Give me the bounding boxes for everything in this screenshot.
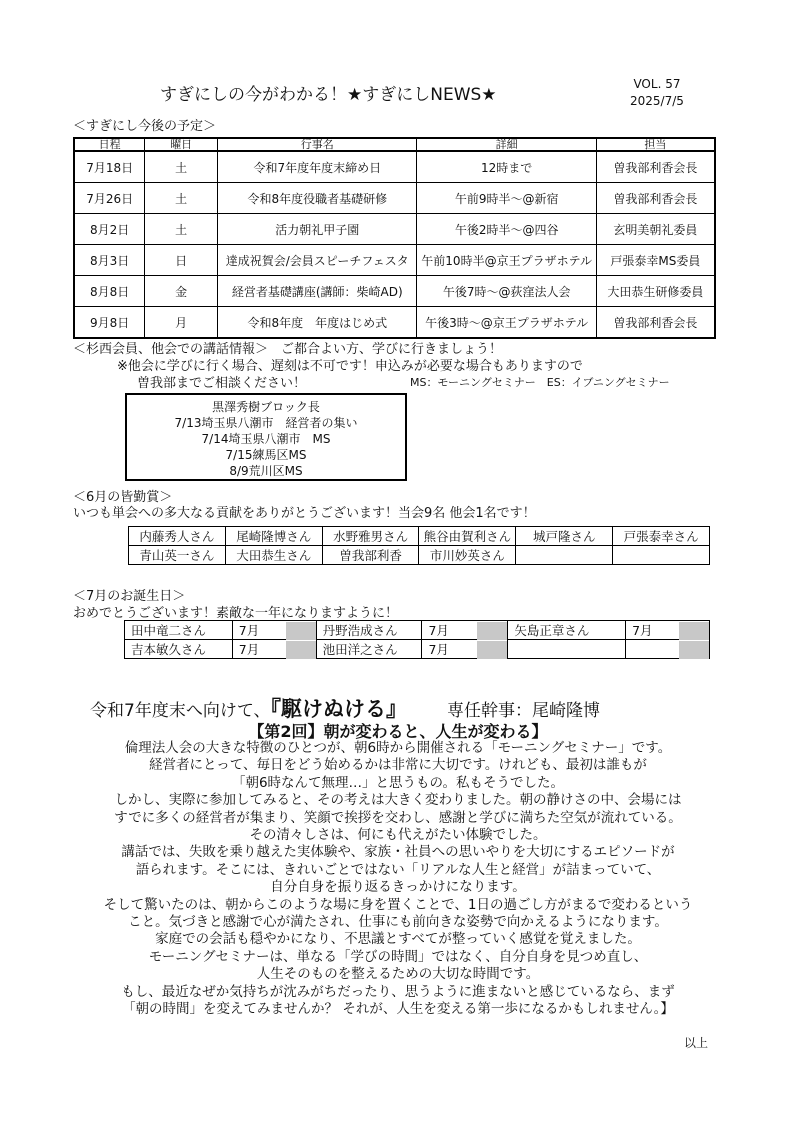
attendance-section-title: ＜6月の皆勤賞＞ [73,490,173,505]
schedule-header-row [74,138,715,151]
birthday-name: 丹野浩成さん [316,621,422,640]
attendee-cell: 熊谷由賀利さん [419,527,516,546]
schedule-day: 土 [145,151,218,183]
redaction-mask [679,641,709,659]
attendee-cell: 曽我部利香 [322,546,419,565]
table-row [129,527,710,546]
schedule-owner: 曽我部利香会長 [596,151,715,183]
schedule-detail: 午前10時半@京王プラザホテル [417,245,596,276]
schedule-date: 9月8日 [74,307,145,339]
schedule-section-title: ＜すぎにし今後の予定＞ [73,119,217,134]
schedule-date: 8月8日 [74,276,145,307]
schedule-event: 達成祝賀会/会員スピーチフェスタ [218,245,417,276]
article-line: しかし、実際に参加してみると、その考えは大きく変わりました。朝の静けさの中、会場には [114,792,682,809]
table-row [74,307,715,339]
lecture-info-box [125,393,407,481]
article-author: 専任幹事：尾崎隆博 [446,701,600,721]
article-line: すでに多くの経営者が集まり、笑顔で挨拶を交わし、感謝と学びに満ちた空気が流れている。 [114,809,682,826]
attendance-message: いつも単会への多大なる貢献をありがとうございます！当会9名 他会1名です！ [73,506,536,521]
seminar-legend: MS：モーニングセミナー ES：イブニングセミナー [410,376,670,389]
article-body [40,740,756,1019]
attendee-cell: 市川妙英さん [419,546,516,565]
birthday-message: おめでとうございます！素敵な一年になりますように！ [73,606,399,621]
schedule-event: 令和8年度 年度はじめ式 [218,307,417,339]
lecture-item: 7/15練馬区MS [225,448,307,462]
header-detail: 詳細 [417,138,596,151]
birthday-month-label: 7月 [238,623,260,638]
birthday-name: 池田洋之さん [316,640,422,659]
article-line: 自分自身を振り返るきっかけになります。 [270,879,526,896]
schedule-date: 8月3日 [74,245,145,276]
table-row [129,546,710,565]
table-row [74,183,715,214]
lecture-item: 7/14埼玉県八潮市 MS [201,432,331,446]
article-line: その清々しさは、何にも代えがたい体験でした。 [249,827,547,844]
birthday-month [422,621,508,640]
newsletter-title: すぎにしの今がわかる！★すぎにしNEWS★ [160,85,497,105]
schedule-detail: 12時まで [417,151,596,183]
schedule-date: 7月18日 [74,151,145,183]
birthday-month-label: 7月 [428,642,449,657]
schedule-event: 活力朝礼甲子園 [218,214,417,245]
schedule-detail: 午後7時～@荻窪法人会 [417,276,596,307]
lecture-info-contact: 曽我部までご相談ください！ [137,376,307,391]
article-line: モーニングセミナーは、単なる「学びの時間」ではなく、自分自身を見つめ直し、 [148,948,648,965]
schedule-owner: 曽我部利香会長 [596,307,715,339]
attendee-cell: 内藤秀人さん [129,527,226,546]
article-line: 経営者にとって、毎日をどう始めるかは非常に大切です。けれども、最初は誰もが [149,757,647,774]
birthday-name [508,640,626,659]
birthday-month-label: 7月 [632,623,653,638]
birthday-month [232,621,316,640]
birthday-month [232,640,316,659]
birthday-month [626,640,710,659]
closing-mark: 以上 [684,1036,709,1050]
article-line: 「朝6時なんて無理…」と思うもの。私もそうでした。 [231,774,565,791]
birthday-name: 吉本敏久さん [125,640,233,659]
lecture-item: 7/13埼玉県八潮市 経営者の集い [174,416,358,430]
birthday-name: 田中竜二さん [125,621,233,640]
article-subtitle: 【第2回】朝が変わると、人生が変わる】 [248,722,548,741]
schedule-owner: 戸張泰幸MS委員 [596,245,715,276]
schedule-owner: 大田恭生研修委員 [596,276,715,307]
article-line: 「朝の時間」を変えてみませんか？ それが、人生を変える第一歩になるかもしれません。】 [122,1001,674,1018]
header-owner: 担当 [596,138,715,151]
article-line: 講話では、失敗を乗り越えた実体験や、家族・社員への思いやりを大切にするエピソードが [121,844,675,861]
article-line: もし、最近なぜか気持ちが沈みがちだったり、思うように進まないと感じているなら、まず [121,983,675,1000]
redaction-mask [286,622,316,640]
attendee-cell: 戸張泰幸さん [613,527,710,546]
redaction-mask [286,641,316,659]
header-day: 曜日 [145,138,218,151]
attendee-cell: 尾崎隆博さん [225,527,322,546]
schedule-day: 月 [145,307,218,339]
header-event: 行事名 [218,138,417,151]
volume-number: VOL. 57 [633,77,681,91]
birthday-month-label: 7月 [428,623,449,638]
article-line: 家庭での会話も穏やかになり、不思議とすべてが整っていく感覚を覚えました。 [155,931,641,948]
schedule-date: 7月26日 [74,183,145,214]
attendee-cell: 城戸隆さん [516,527,613,546]
table-row [74,214,715,245]
attendee-cell: 大田恭生さん [225,546,322,565]
table-row [125,640,710,659]
schedule-owner: 玄明美朝礼委員 [596,214,715,245]
birthday-name: 矢島正章さん [508,621,626,640]
schedule-event: 令和8年度役職者基礎研修 [218,183,417,214]
schedule-owner: 曽我部利香会長 [596,183,715,214]
lecture-info-title: ＜杉西会員、他会での講話情報＞ ご都合よい方、学びに行きましょう！ [73,342,503,357]
redaction-mask [679,622,709,640]
article-line: 倫理法人会の大きな特徴のひとつが、朝6時から開催される「モーニングセミナー」です。 [124,740,672,756]
schedule-event: 令和7年度年度末締め日 [218,151,417,183]
redaction-mask [477,622,507,640]
lecture-info-note: ※他会に学びに行く場合、遅刻は不可です！申込みが必要な場合もありますので [117,359,583,374]
table-row [74,151,715,183]
speaker-name: 黒澤秀樹ブロック長 [212,400,320,414]
birthday-month-label: 7月 [238,642,260,657]
attendee-cell [613,546,710,565]
article-title-main: 『駆けぬける』 [270,697,407,721]
schedule-table [73,137,716,339]
header-date: 日程 [74,138,145,151]
schedule-detail: 午前9時半～@新宿 [417,183,596,214]
article-line: 語られます。そこには、きれいごとではない「リアルな人生と経営」が詰まっていて、 [135,861,661,878]
attendee-cell [516,546,613,565]
schedule-day: 土 [145,183,218,214]
schedule-detail: 午後2時半～@四谷 [417,214,596,245]
schedule-event: 経営者基礎講座(講師：柴崎AD) [218,276,417,307]
birthday-table [124,620,710,659]
article-title-prefix: 令和7年度末へ向けて、 [90,701,271,721]
schedule-date: 8月2日 [74,214,145,245]
schedule-day: 日 [145,245,218,276]
schedule-day: 土 [145,214,218,245]
birthday-month [422,640,508,659]
lecture-item: 8/9荒川区MS [229,464,303,478]
issue-info [630,76,684,110]
article-line: こと。気づきと感謝で心が満たされ、仕事にも前向きな姿勢で向かえるようになります。 [128,914,668,931]
redaction-mask [477,641,507,659]
attendee-cell: 青山英一さん [129,546,226,565]
schedule-day: 金 [145,276,218,307]
schedule-detail: 午後3時～@京王プラザホテル [417,307,596,339]
issue-date: 2025/7/5 [630,94,684,108]
table-row [74,245,715,276]
table-row [125,621,710,640]
article-line: そして驚いたのは、朝からこのような場に身を置くことで、1日の過ごし方がまるで変わるという [103,896,693,913]
attendee-cell: 水野雅男さん [322,527,419,546]
attendance-table [128,526,710,565]
birthday-month [626,621,710,640]
birthday-section-title: ＜7月のお誕生日＞ [73,589,186,604]
article-line: 人生そのものを整えるための大切な時間です。 [256,966,540,983]
table-row [74,276,715,307]
